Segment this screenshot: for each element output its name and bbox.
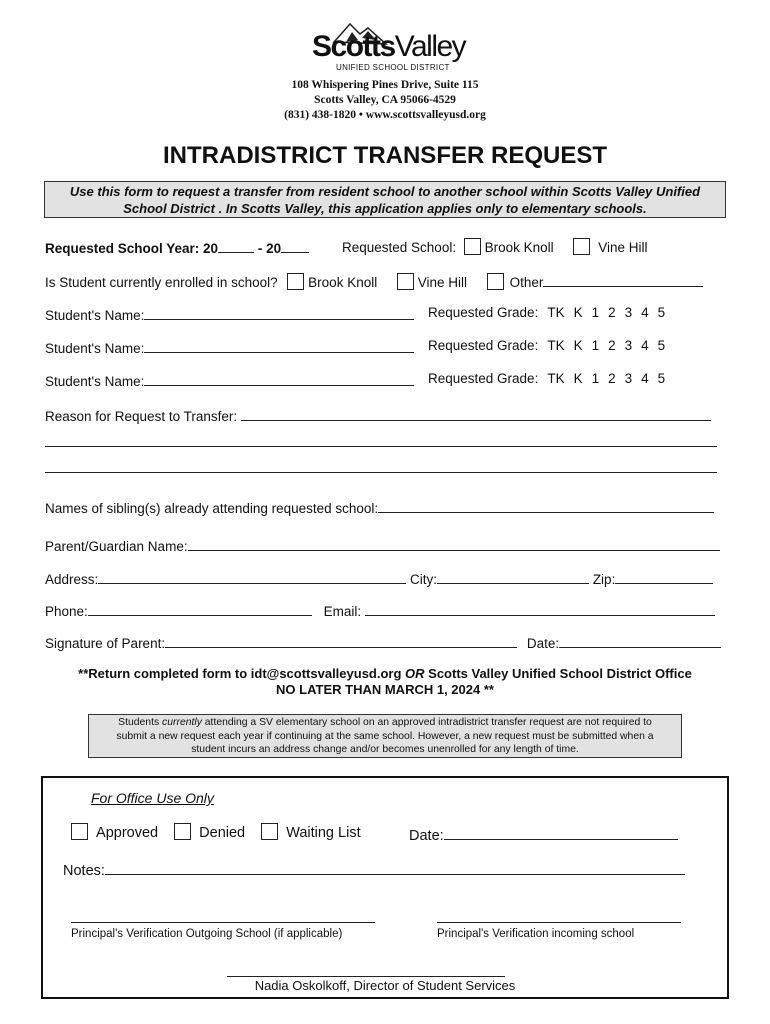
student-name-field[interactable] <box>144 305 414 320</box>
requested-vine-hill-label: Vine Hill <box>598 240 648 255</box>
grade-3[interactable]: 3 <box>624 371 633 386</box>
student-row <box>45 305 414 323</box>
parent-label: Parent/Guardian Name: <box>45 539 188 554</box>
grade-tk[interactable]: TK <box>547 338 565 353</box>
grade-3[interactable]: 3 <box>624 338 633 353</box>
grade-1[interactable]: 1 <box>591 338 600 353</box>
director-name: Nadia Oskolkoff, Director of Student Services <box>254 978 516 993</box>
enrolled-brook-knoll-label: Brook Knoll <box>308 275 378 290</box>
parent-row <box>45 536 720 554</box>
student-name-label: Student's Name: <box>45 341 145 356</box>
school-year-row <box>45 238 309 256</box>
grade-2[interactable]: 2 <box>608 338 616 353</box>
office-status-row <box>71 823 361 841</box>
student-name-label: Student's Name: <box>45 308 145 323</box>
office-notes-row <box>63 860 685 879</box>
logo-subtext: UNIFIED SCHOOL DISTRICT <box>336 63 450 72</box>
denied-checkbox[interactable] <box>174 823 191 840</box>
address-row <box>45 569 713 587</box>
reason-line-2[interactable] <box>45 446 717 447</box>
phone-row <box>45 601 715 619</box>
student-grade-row <box>428 371 665 386</box>
enrolled-other-label: Other <box>509 275 544 290</box>
school-year-start-field[interactable] <box>218 238 254 253</box>
reason-label: Reason for Request to Transfer: <box>45 409 238 424</box>
student-row <box>45 371 414 389</box>
office-heading: For Office Use Only <box>91 790 214 806</box>
grade-5[interactable]: 5 <box>657 338 666 353</box>
return-line-1: **Return completed form to idt@scottsvalleyusd.org OR Scotts Valley Unified School District Office <box>78 666 692 681</box>
grade-label: Requested Grade: <box>428 371 539 386</box>
parent-field[interactable] <box>188 536 720 551</box>
city-field[interactable] <box>437 569 589 584</box>
director-signature-line[interactable] <box>227 976 505 977</box>
siblings-label: Names of sibling(s) already attending requested school: <box>45 501 379 516</box>
logo-valley: Valley <box>394 30 466 63</box>
approved-checkbox[interactable] <box>71 823 88 840</box>
notice-line-2: submit a new request each year if continuing at the same school. However, a new request must be submitted when a <box>116 730 654 742</box>
student-grade-row <box>428 338 665 353</box>
grade-k[interactable]: K <box>573 338 583 353</box>
outgoing-signature-label: Principal's Verification Outgoing School (if applicable) <box>71 928 343 940</box>
return-deadline: NO LATER THAN MARCH 1, 2024 ** <box>276 682 494 697</box>
grade-2[interactable]: 2 <box>608 305 616 320</box>
enrolled-other-checkbox[interactable] <box>487 273 504 290</box>
notice-line-3: student incurs an address change and/or becomes unenrolled for any length of time. <box>191 744 579 755</box>
office-notes-label: Notes: <box>63 863 105 879</box>
student-name-label: Student's Name: <box>45 374 145 389</box>
address-label: Address: <box>45 572 99 587</box>
student-grade-row <box>428 305 665 320</box>
district-address <box>0 78 770 123</box>
signature-row <box>45 633 721 651</box>
grade-k[interactable]: K <box>573 305 583 320</box>
office-date-row <box>409 825 678 844</box>
enrolled-brook-knoll-checkbox[interactable] <box>287 273 304 290</box>
grade-label: Requested Grade: <box>428 305 539 320</box>
outgoing-signature-line[interactable] <box>71 922 375 923</box>
address-line-2: Scotts Valley, CA 95066-4529 <box>314 94 456 106</box>
page-title: INTRADISTRICT TRANSFER REQUEST <box>163 142 607 169</box>
requested-school-row <box>342 238 647 255</box>
school-year-end-field[interactable] <box>281 238 309 253</box>
denied-label: Denied <box>199 825 246 841</box>
student-name-field[interactable] <box>144 338 414 353</box>
notice-line-1: Students currently attending a SV elementary school on an approved intradistrict transfer request are not required to <box>118 717 652 728</box>
enrolled-label: Is Student currently enrolled in school? <box>45 275 278 290</box>
siblings-field[interactable] <box>378 498 714 513</box>
waiting-list-checkbox[interactable] <box>261 823 278 840</box>
return-instructions <box>0 666 770 698</box>
siblings-row <box>45 498 714 516</box>
grade-1[interactable]: 1 <box>591 305 600 320</box>
email-label: Email: <box>323 604 362 619</box>
signature-label: Signature of Parent: <box>45 636 166 651</box>
approved-label: Approved <box>96 825 159 841</box>
enrolled-vine-hill-checkbox[interactable] <box>397 273 414 290</box>
student-row <box>45 338 414 356</box>
enrolled-other-field[interactable] <box>543 272 703 287</box>
phone-label: Phone: <box>45 604 88 619</box>
grade-tk[interactable]: TK <box>547 371 565 386</box>
incoming-signature-label: Principal's Verification incoming school <box>437 928 635 940</box>
grade-2[interactable]: 2 <box>608 371 616 386</box>
incoming-signature-line[interactable] <box>437 922 681 923</box>
grade-tk[interactable]: TK <box>547 305 565 320</box>
waiting-list-label: Waiting List <box>286 825 361 841</box>
requested-brook-knoll-label: Brook Knoll <box>484 240 554 255</box>
grade-5[interactable]: 5 <box>657 305 666 320</box>
signature-date-label: Date: <box>526 636 560 651</box>
grade-3[interactable]: 3 <box>624 305 633 320</box>
intro-box <box>44 181 726 218</box>
address-line-1: 108 Whispering Pines Drive, Suite 115 <box>291 79 479 91</box>
enrolled-vine-hill-label: Vine Hill <box>417 275 468 290</box>
reason-row <box>45 406 711 424</box>
intro-line-2: School District . In Scotts Valley, this application applies only to elementary schools. <box>123 201 647 216</box>
signature-date-field[interactable] <box>559 633 721 648</box>
office-date-field[interactable] <box>444 825 678 840</box>
zip-field[interactable] <box>615 569 713 584</box>
phone-field[interactable] <box>88 601 312 616</box>
enrolled-row <box>45 272 703 290</box>
office-use-box <box>41 776 729 999</box>
requested-brook-knoll-checkbox[interactable] <box>464 238 481 255</box>
reason-line-3[interactable] <box>45 472 717 473</box>
school-year-dash: - 20 <box>257 241 282 256</box>
address-field[interactable] <box>98 569 406 584</box>
notice-box <box>88 714 682 758</box>
intro-line-1: Use this form to request a transfer from resident school to another school within Scotts Valley Unified <box>69 184 701 199</box>
grade-1[interactable]: 1 <box>591 371 600 386</box>
grade-4[interactable]: 4 <box>641 371 649 386</box>
grade-4[interactable]: 4 <box>641 338 649 353</box>
signature-field[interactable] <box>165 633 517 648</box>
logo-scotts: Scotts <box>312 30 395 63</box>
zip-label: Zip: <box>592 572 616 587</box>
office-notes-field[interactable] <box>105 860 685 875</box>
district-logo <box>306 20 466 78</box>
student-name-field[interactable] <box>144 371 414 386</box>
address-line-3: (831) 438-1820 • www.scottsvalleyusd.org <box>284 109 486 121</box>
grade-5[interactable]: 5 <box>657 371 666 386</box>
grade-k[interactable]: K <box>573 371 583 386</box>
email-field[interactable] <box>365 601 715 616</box>
grade-4[interactable]: 4 <box>641 305 649 320</box>
requested-school-label: Requested School: <box>342 240 457 255</box>
school-year-label: Requested School Year: 20 <box>45 241 219 256</box>
requested-vine-hill-checkbox[interactable] <box>573 238 590 255</box>
office-date-label: Date: <box>409 828 444 844</box>
grade-label: Requested Grade: <box>428 338 539 353</box>
city-label: City: <box>410 572 438 587</box>
reason-field[interactable] <box>241 406 711 421</box>
